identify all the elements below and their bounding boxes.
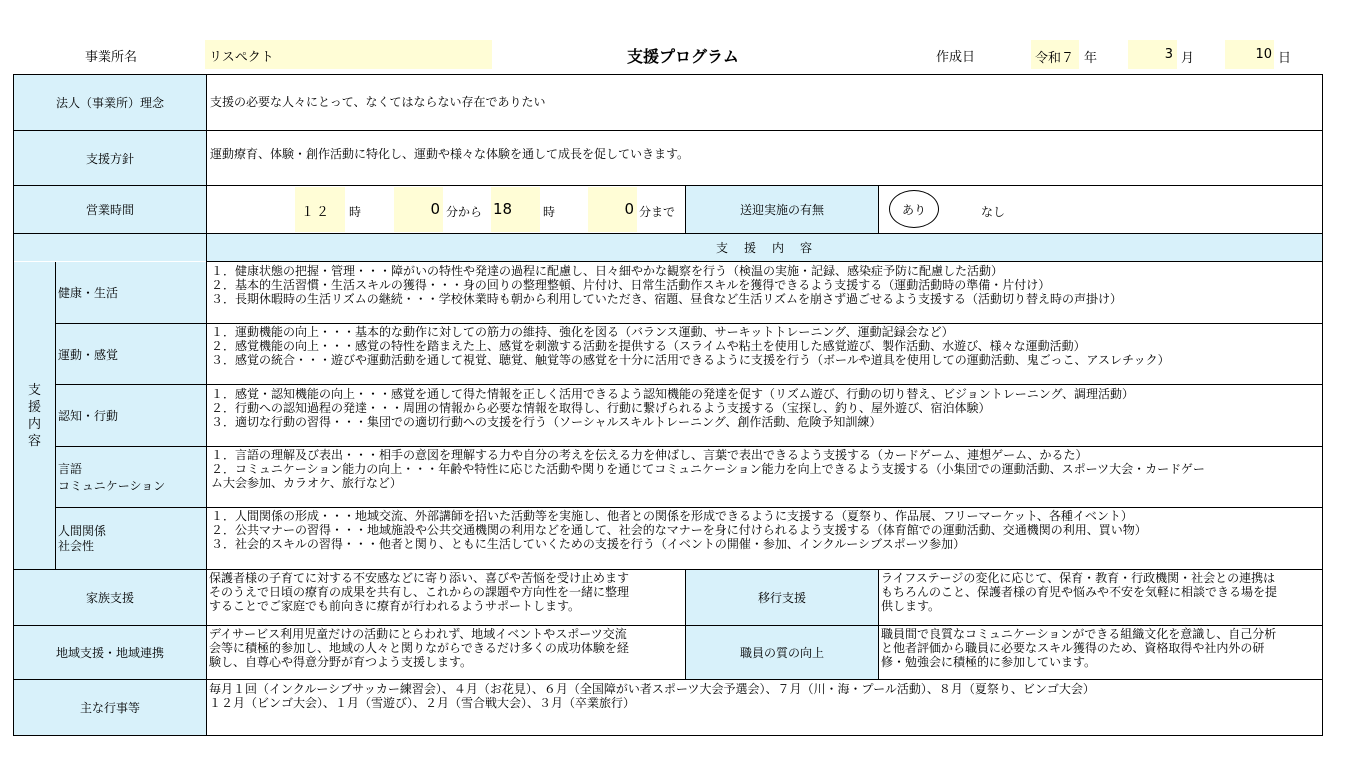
grid-line: [878, 185, 879, 234]
events-text: 毎月１回（インクルーシブサッカー練習会）、４月（お花見）、６月（全国障がい者スポーツ大会予選会）、７月（川・海・プール活動）、８月（夏祭り、ビンゴ大会） １２月（ビンゴ大会）、１月（雪遊び）、２月（雪合戦大会）、３月（卒業旅行）: [209, 682, 1095, 710]
office-name-value: リスペクト: [209, 50, 274, 65]
support-content-social: １．人間関係の形成・・・地域交流、外部講師を招いた活動等を実施し、他者との関係を形成できるように支援する（夏祭り、作品展、フリーマーケット、各種イベント） ２．公共マナーの習得・・・地域施設や公共交通機関の利用などを通して、社会的なマナーを身に付けられるよう支援する（体育館での運動活動、交通機関の利用、買い物） ３．社会的スキルの習得・・・他者と関り、ともに生活していくための支援を行う（イベントの開催・参加、インクルーシブスポーツ参加）: [211, 509, 1147, 551]
end-hour-field[interactable]: 18: [491, 187, 540, 232]
start-hour-field[interactable]: １２: [295, 187, 345, 232]
grid-line: [55, 262, 56, 570]
era-year-field[interactable]: [1031, 40, 1079, 69]
grid-line: [13, 74, 1323, 75]
grid-line: [206, 262, 207, 736]
until-text: 分まで: [639, 205, 676, 219]
grid-line: [13, 233, 1323, 234]
grid-line: [55, 384, 1323, 385]
philosophy-label: 法人（事業所）理念: [14, 75, 206, 130]
start-minute-field[interactable]: 0: [394, 187, 443, 232]
transport-yes-option[interactable]: あり: [889, 190, 939, 228]
support-row-label-language: 言語 コミュニケーション: [56, 447, 206, 507]
support-content-cognition: １．感覚・認知機能の向上・・・感覚を通して得た情報を正しく活用できるよう認知機能の発達を促す（リズム遊び、行動の切り替え、ビジョントレーニング、調理活動） ２．行動への認知過程の発達・・・周囲の情報から必要な情報を取得し、行動に繋げられるよう支援する（宝探し、釣り、屋外遊び、宿泊体験） ３．適切な行動の習得・・・集団での適切行動への支援を行う（ソーシャルスキルトレーニング、創作活動、危険予知訓練）: [211, 387, 1135, 429]
transition-label: 移行支援: [686, 570, 878, 625]
grid-line: [13, 735, 1323, 736]
philosophy-text: 支援の必要な人々にとって、なくてはならない存在でありたい: [210, 95, 546, 109]
office-label: 事業所名: [85, 50, 138, 65]
grid-line: [878, 569, 879, 680]
created-date-label: 作成日: [936, 50, 976, 65]
events-label: 主な行事等: [14, 680, 206, 735]
month-unit: 月: [1181, 51, 1195, 66]
day-field[interactable]: [1225, 40, 1274, 69]
support-header-blank: [14, 234, 206, 261]
policy-label: 支援方針: [14, 131, 206, 185]
grid-line: [1322, 74, 1323, 736]
from-text: 分から: [446, 205, 483, 219]
support-row-label-social: 人間関係 社会性: [56, 508, 206, 569]
era-year-value: 令和７: [1035, 51, 1075, 66]
page-title: 支援プログラム: [627, 47, 739, 66]
end-minute-field[interactable]: 0: [588, 187, 637, 232]
day-value: 10: [1255, 47, 1272, 62]
grid-line: [13, 185, 1323, 186]
hours-label: 営業時間: [14, 186, 206, 233]
transport-label: 送迎実施の有無: [686, 186, 878, 233]
end-hour-unit: 時: [543, 205, 556, 219]
grid-line: [206, 74, 207, 262]
support-content-health: １．健康状態の把握・管理・・・障がいの特性や発達の過程に配慮し、日々細やかな観察を行う（検温の実施・記録、感染症予防に配慮した活動） ２．基本的生活習慣・生活スキルの獲得・・・身の回りの整理整頓、片付け、日常生活動作スキルを獲得できるよう支援する（運動活動時の準備・片付け） ３．長期休暇時の生活リズムの継続・・・学校休業時も朝から利用していただき、宿題、昼食など生活リズムを崩さず過ごせるよう支援する（活動切り替え時の声掛け）: [211, 264, 1123, 306]
support-row-label-health: 健康・生活: [56, 262, 206, 323]
support-content-language: １．言語の理解及び表出・・・相手の意図を理解する力や自分の考えを伝える力を伸ばし、言葉で表出できるよう支援する（カードゲーム、連想ゲーム、かるた） ２．コミュニケーション能力の向上・・・年齢や特性に応じた活動や関りを通じてコミュニケーション能力を向上できるよう支援する（小集団での運動活動、スポーツ大会・カードゲー ム大会参加、カラオケ、旅行など）: [211, 448, 1205, 490]
grid-line: [13, 74, 14, 736]
staff-text: 職員間で良質なコミュニケーションができる組織文化を意識し、自己分析 と他者評価から職員に必要なスキル獲得のため、資格取得や社内外の研 修・勉強会に積極的に参加しています。: [881, 627, 1277, 669]
grid-line: [685, 185, 686, 234]
grid-line: [206, 261, 1323, 262]
day-unit: 日: [1278, 51, 1292, 66]
grid-line: [55, 323, 1323, 324]
support-side-label: 支 援 内 容: [14, 262, 55, 569]
family-label: 家族支援: [14, 570, 206, 625]
grid-line: [13, 569, 1323, 570]
transition-text: ライフステージの変化に応じて、保育・教育・行政機関・社会との連携は もちろんのこと、保護者様の育児や悩みや不安を気軽に相談できる場を提 供します。: [881, 571, 1278, 613]
transport-no-option[interactable]: なし: [981, 205, 1006, 219]
year-unit: 年: [1084, 51, 1098, 66]
support-content-header: 支 援 内 容: [207, 234, 1323, 261]
community-text: デイサービス利用児童だけの活動にとらわれず、地域イベントやスポーツ交流 会等に積極的参加し、地域の人々と関りながらできるだけ多くの成功体験を経 験し、自尊心や得意分野が育つよう支援します。: [209, 627, 629, 669]
start-hour-unit: 時: [349, 205, 362, 219]
policy-text: 運動療育、体験・創作活動に特化し、運動や様々な体験を通して成長を促していきます。: [210, 147, 690, 161]
support-content-motor: １．運動機能の向上・・・基本的な動作に対しての筋力の維持、強化を図る（バランス運動、サーキットトレーニング、運動記録会など） ２．感覚機能の向上・・・感覚の特性を踏まえた上、感覚を刺激する活動を提供する（スライムや粘土を使用した感覚遊び、製作活動、水遊び、様々な運動活動） ３．感覚の統合・・・遊びや運動活動を通して視覚、聴覚、触覚等の感覚を十分に活用できるように支援を行う（ボールや道具を使用しての運動活動、鬼ごっこ、アスレチック）: [211, 325, 1170, 367]
office-name-field[interactable]: [205, 40, 492, 69]
grid-line: [55, 446, 1323, 447]
family-text: 保護者様の子育てに対する不安感などに寄り添い、喜びや苦悩を受け止めます そのうえで日頃の療育の成果を共有し、これからの課題や方向性を一緒に整理 することでご家庭でも前向きに療育が行われるようサポートします。: [209, 571, 630, 613]
support-row-label-cognition: 認知・行動: [56, 385, 206, 446]
month-field[interactable]: [1128, 40, 1177, 69]
grid-line: [55, 507, 1323, 508]
grid-line: [685, 569, 686, 680]
staff-label: 職員の質の向上: [686, 626, 878, 679]
grid-line: [13, 625, 1323, 626]
grid-line: [13, 679, 1323, 680]
support-row-label-motor: 運動・感覚: [56, 324, 206, 384]
grid-line: [13, 130, 1323, 131]
month-value: 3: [1164, 47, 1173, 62]
community-label: 地域支援・地域連携: [14, 626, 206, 679]
